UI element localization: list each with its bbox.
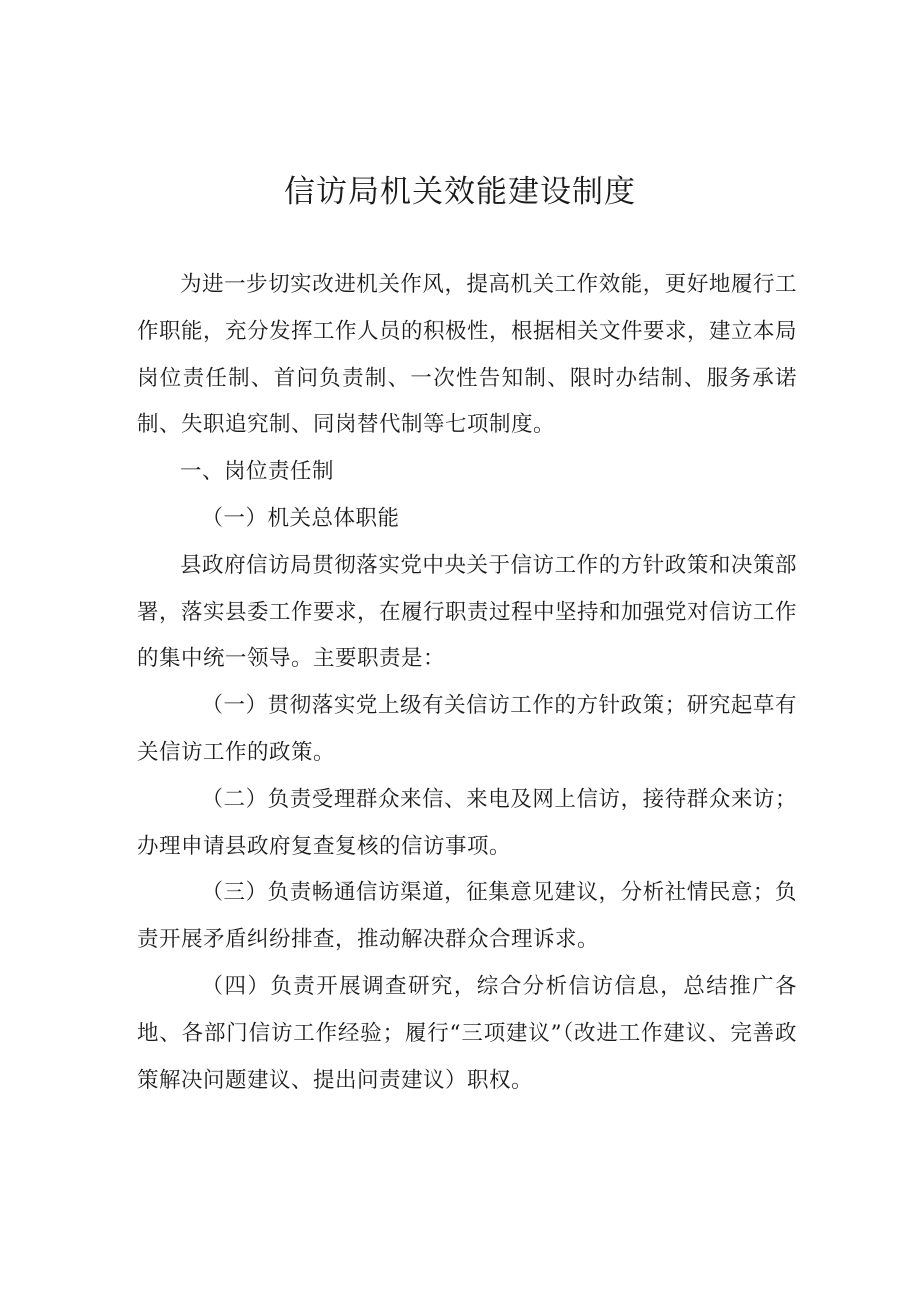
duty-item-2: （二）负责受理群众来信、来电及网上信访，接待群众来访；办理申请县政府复查复核的信访事项。 <box>137 786 797 859</box>
duty-item-1: （一）贯彻落实党上级有关信访工作的方针政策；研究起草有关信访工作的政策。 <box>137 693 797 765</box>
document-body <box>137 262 797 1104</box>
section-heading-job-responsibility: 一、岗位责任制 <box>180 459 335 485</box>
document-title: 信访局机关效能建设制度 <box>284 174 636 210</box>
duty-item-3: （三）负责畅通信访渠道，征集意见建议，分析社情民意；负责开展矛盾纠纷排查，推动解决群众合理诉求。 <box>137 880 797 953</box>
subheading-overall-functions: （一）机关总体职能 <box>201 505 400 531</box>
duty-item-4: （四）负责开展调查研究，综合分析信访信息，总结推广各地、各部门信访工作经验；履行“三项建议”（改进工作建议、完善政策解决问题建议、提出问责建议）职权。 <box>137 973 797 1093</box>
intro-paragraph: 为进一步切实改进机关作风，提高机关工作效能，更好地履行工作职能，充分发挥工作人员的积极性，根据相关文件要求，建立本局岗位责任制、首问负责制、一次性告知制、限时办结制、服务承诺制、失职追究制、同岗替代制等七项制度。 <box>137 272 798 438</box>
functions-paragraph: 县政府信访局贯彻落实党中央关于信访工作的方针政策和决策部署，落实县委工作要求，在履行职责过程中坚持和加强党对信访工作的集中统一领导。主要职责是： <box>137 552 798 672</box>
